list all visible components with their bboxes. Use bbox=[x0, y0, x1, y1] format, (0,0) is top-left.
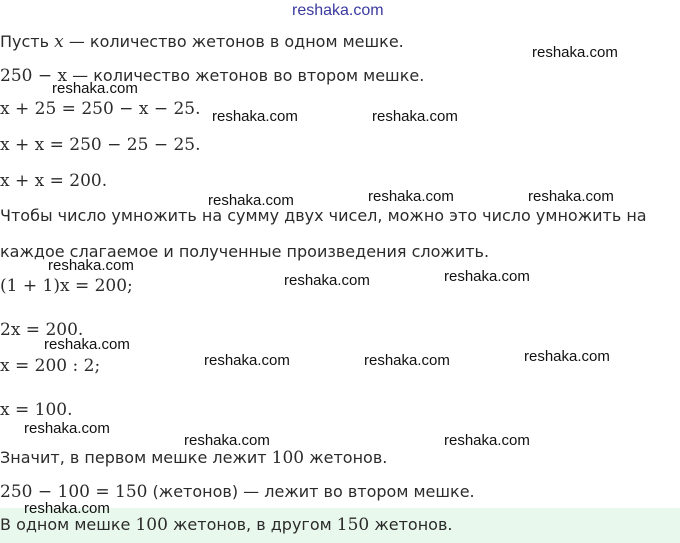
watermark: reshaka.com bbox=[364, 352, 450, 369]
equation-7: x = 100. bbox=[0, 400, 73, 420]
answer-text: В одном мешке 100 жетонов, в другом 150 жетонов. bbox=[0, 515, 453, 535]
watermark: reshaka.com bbox=[368, 188, 454, 205]
equation-5: 2x = 200. bbox=[0, 320, 84, 340]
rule-text-line-1: Чтобы число умножить на сумму двух чисел, можно это число умножить на bbox=[0, 206, 647, 225]
watermark: reshaka.com bbox=[204, 352, 290, 369]
watermark: reshaka.com bbox=[24, 420, 110, 437]
watermark: reshaka.com bbox=[528, 188, 614, 205]
watermark: reshaka.com bbox=[532, 44, 618, 61]
equation-6: x = 200 : 2; bbox=[0, 356, 101, 376]
watermark: reshaka.com bbox=[524, 348, 610, 365]
conclusion-line: Значит, в первом мешке лежит 100 жетонов. bbox=[0, 448, 388, 468]
watermark: reshaka.com bbox=[372, 108, 458, 125]
watermark: reshaka.com bbox=[444, 432, 530, 449]
second-bag-line: 250 − 100 = 150 (жетонов) — лежит во втором мешке. bbox=[0, 482, 475, 502]
watermark: reshaka.com bbox=[284, 272, 370, 289]
watermark-top: reshaka.com bbox=[292, 2, 384, 19]
equation-3: x + x = 200. bbox=[0, 171, 108, 191]
watermark: reshaka.com bbox=[184, 432, 270, 449]
watermark: reshaka.com bbox=[52, 80, 138, 97]
solution-line-1: Пусть x — количество жетонов в одном мешке. bbox=[0, 32, 404, 52]
solution-line-2: 250 − x — количество жетонов во втором мешке. bbox=[0, 66, 425, 86]
equation-2: x + x = 250 − 25 − 25. bbox=[0, 135, 201, 155]
watermark: reshaka.com bbox=[48, 257, 134, 274]
watermark: reshaka.com bbox=[44, 336, 130, 353]
watermark: reshaka.com bbox=[24, 500, 110, 517]
equation-1: x + 25 = 250 − x − 25. bbox=[0, 99, 201, 119]
rule-text-line-2: каждое слагаемое и полученные произведения сложить. bbox=[0, 242, 490, 261]
watermark: reshaka.com bbox=[444, 268, 530, 285]
equation-4: (1 + 1)x = 200; bbox=[0, 276, 133, 296]
watermark: reshaka.com bbox=[212, 108, 298, 125]
watermark: reshaka.com bbox=[208, 192, 294, 209]
